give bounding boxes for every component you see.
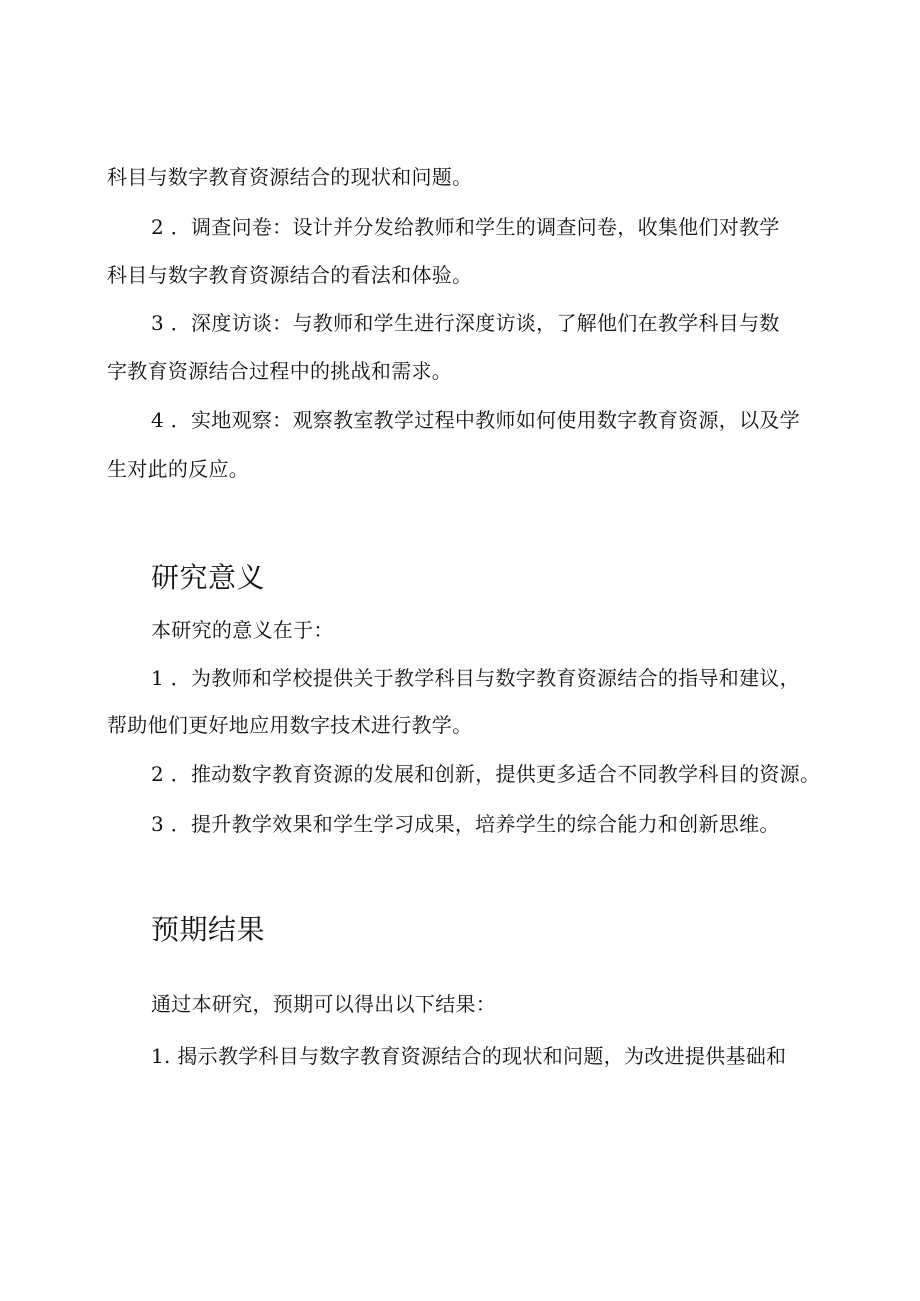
expected-results-intro: 通过本研究，预期可以得出以下结果： — [151, 992, 497, 1016]
section-heading-expected-results: 预期结果 — [151, 913, 266, 946]
significance-item-1-line-1: 1 ．为教师和学校提供关于教学科目与数字教育资源结合的指导和建议， — [151, 666, 800, 690]
significance-item-3: 3 ．提升教学效果和学生学习成果，培养学生的综合能力和创新思维。 — [151, 812, 780, 836]
method-item-4-line-1: 4 ．实地观察：观察教室教学过程中教师如何使用数字教育资源，以及学 — [151, 408, 800, 432]
method-item-4-line-2: 生对此的反应。 — [107, 457, 250, 481]
significance-item-1-line-2: 帮助他们更好地应用数字技术进行教学。 — [107, 713, 473, 737]
method-item-3-line-2: 字教育资源结合过程中的挑战和需求。 — [107, 359, 453, 383]
method-item-1-continued: 科目与数字教育资源结合的现状和问题。 — [107, 165, 473, 189]
significance-intro: 本研究的意义在于： — [151, 618, 334, 642]
significance-item-2: 2 ．推动数字教育资源的发展和创新，提供更多适合不同教学科目的资源。 — [151, 762, 821, 786]
method-item-2-line-2: 科目与数字教育资源结合的看法和体验。 — [107, 263, 473, 287]
method-item-2-line-1: 2 ．调查问卷：设计并分发给教师和学生的调查问卷，收集他们对教学 — [151, 215, 780, 239]
expected-results-item-1-line-1: 1. 揭示教学科目与数字教育资源结合的现状和问题，为改进提供基础和 — [151, 1044, 787, 1068]
section-heading-significance: 研究意义 — [151, 561, 266, 594]
method-item-3-line-1: 3 ．深度访谈：与教师和学生进行深度访谈，了解他们在教学科目与数 — [151, 311, 780, 335]
